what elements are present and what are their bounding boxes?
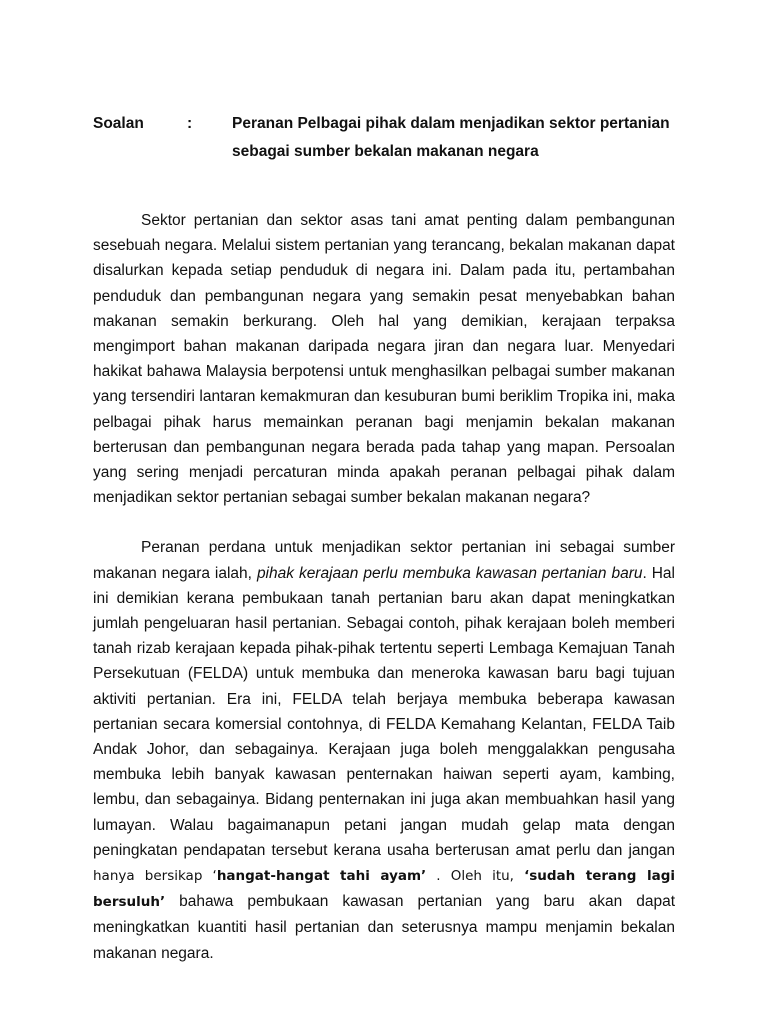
paragraph-introduction-text: Sektor pertanian dan sektor asas tani amat penting dalam pembangunan sesebuah negara. Melalui sistem pertanian yang terancang, bekalan makanan dapat disalurkan kepada setiap penduduk di negara ini. Dalam pada itu, pertambahan penduduk dan pembangunan negara yang semakin pesat menyebabkan bahan makanan semakin berkurang. Oleh hal yang demikian, kerajaan terpaksa mengimport bahan makanan daripada negara jiran dan negara luar. Menyedari hakikat bahawa Malaysia berpotensi untuk menghasilkan pelbagai sumber makanan yang tersendiri lantaran kemakmuran dan kesuburan bumi beriklim Tropika ini, maka pelbagai pihak harus memainkan peranan bagi menjamin bekalan makanan berterusan dan pembangunan negara berada pada tahap yang mapan. Persoalan yang sering menjadi percaturan minda apakah peranan pelbagai pihak dalam menjadikan sektor pertanian sebagai sumber bekalan makanan negara? — [93, 212, 675, 507]
essay-body — [93, 208, 675, 991]
paragraph-point-one-body: . Hal ini demikian kerana pembukaan tanah pertanian baru akan dapat meningkatkan jumlah pengeluaran hasil pertanian. Sebagai contoh, pihak kerajaan boleh memberi tanah rizab kerajaan kepada pihak-pihak tertentu seperti Lembaga Kemajuan Tanah Persekutuan (FELDA) untuk membuka dan meneroka kawasan baru bagi tujuan aktiviti pertanian. Era ini, FELDA telah berjaya membuka beberapa kawasan pertanian secara komersial contohnya, di FELDA Kemahang Kelantan, FELDA Taib Andak Johor, dan sebagainya. Kerajaan juga boleh menggalakkan pengusaha membuka lebih banyak kawasan penternakan haiwan seperti ayam, kambing, lembu, dan sebagainya. Bidang penternakan ini juga akan membuahkan hasil yang lumayan. Walau bagaimanapun petani jangan mudah gelap mata dengan peningkatan pendapatan tersebut kerana usaha berterusan amat perlu dan jangan — [93, 564, 675, 859]
question-colon: : — [187, 115, 193, 132]
proverb-sudah-terang: ‘sudah terang lagi bersuluh’ — [93, 868, 675, 911]
paragraph-introduction — [93, 208, 675, 510]
paragraph-point-one-italic: pihak kerajaan perlu membuka kawasan pertanian baru — [256, 564, 643, 582]
paragraph-point-one-middle: . Oleh itu, — [426, 868, 525, 885]
paragraph-point-one-intro: Peranan perdana untuk menjadikan sektor pertanian ini sebagai sumber makanan negara ialah, — [93, 539, 675, 582]
question-title: Peranan Pelbagai pihak dalam menjadikan sektor pertanian sebagai sumber bekalan makanan negara — [232, 115, 670, 160]
question-label: Soalan — [93, 115, 144, 132]
paragraph-point-one-ending: bahawa pembukaan kawasan pertanian yang baru akan dapat meningkatkan kuantiti hasil pertanian dan seterusnya mampu menjamin bekalan makanan negara. — [93, 893, 675, 962]
proverb-hangat-hangat: hangat-hangat tahi ayam’ — [216, 868, 427, 885]
paragraph-point-one — [93, 535, 675, 965]
paragraph-point-one-callout-lead: hanya bersikap ‘ — [93, 868, 217, 885]
